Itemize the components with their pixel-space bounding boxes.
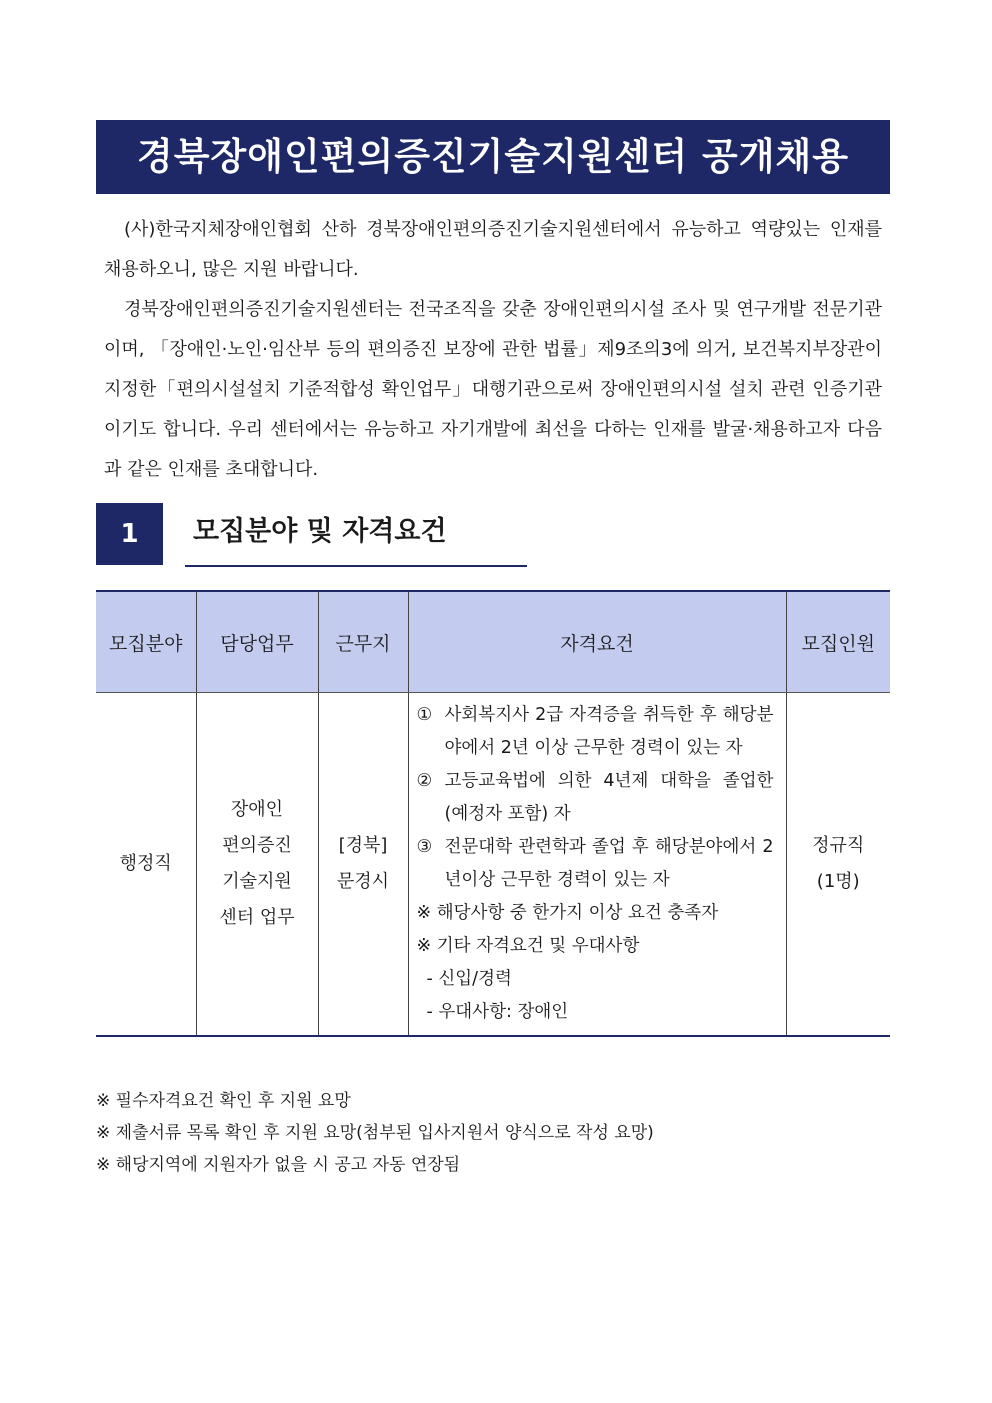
requirement-text: 전문대학 관련학과 졸업 후 해당분야에서 2년이상 근무한 경력이 있는 자 [444,837,774,890]
cell-field: 행정직 [96,693,196,1037]
location-line: [경북] [338,835,388,856]
requirement-marker: ① [416,705,433,725]
requirement-marker: ② [416,771,433,791]
table-header-row [96,591,890,693]
cell-duty [196,693,318,1037]
intro-text [104,210,882,490]
requirement-item [417,765,774,831]
page-title: 경북장애인편의증진기술지원센터 공개채용 [96,120,890,194]
requirement-note: ※ 해당사항 중 한가지 이상 요건 충족자 [416,903,719,923]
requirement-marker: ③ [416,837,433,857]
footnote-item: ※ 필수자격요건 확인 후 지원 요망 [96,1091,351,1111]
requirement-note: ※ 기타 자격요건 및 우대사항 [416,936,640,956]
recruitment-table [96,590,890,1037]
requirement-sub-note: - 우대사항: 장애인 [426,1002,569,1022]
header-field: 모집분야 [96,591,196,693]
duty-line: 센터 업무 [219,907,295,928]
cell-headcount [786,693,890,1037]
section-number: 1 [96,503,163,565]
cell-location [318,693,408,1037]
location-line: 문경시 [336,871,390,892]
requirement-text: 고등교육법에 의한 4년제 대학을 졸업한 (예정자 포함) 자 [444,771,774,824]
duty-line: 장애인 [230,799,284,820]
requirement-item [417,831,774,897]
headcount-line: (1명) [816,871,860,892]
header-requirements: 자격요건 [408,591,786,693]
footnote-item: ※ 해당지역에 지원자가 없을 시 공고 자동 연장됨 [96,1155,461,1175]
header-duty: 담당업무 [196,591,318,693]
duty-line: 기술지원 [222,871,292,892]
requirement-sub-note: - 신입/경력 [426,969,512,989]
cell-requirements [408,693,786,1037]
requirement-text: 사회복지사 2급 자격증을 취득한 후 해당분야에서 2년 이상 근무한 경력이 있는 자 [444,705,774,758]
headcount-line: 정규직 [812,835,865,856]
duty-line: 편의증진 [222,835,292,856]
header-headcount: 모집인원 [786,591,890,693]
header-location: 근무지 [318,591,408,693]
intro-paragraph-1: (사)한국지체장애인협회 산하 경북장애인편의증진기술지원센터에서 유능하고 역량있는 인재를 채용하오니, 많은 지원 바랍니다. [104,219,882,280]
footnote-item: ※ 제출서류 목록 확인 후 지원 요망(첨부된 입사지원서 양식으로 작성 요망) [96,1123,654,1143]
section-title: 모집분야 및 자격요건 [193,516,447,547]
intro-paragraph-2: 경북장애인편의증진기술지원센터는 전국조직을 갖춘 장애인편의시설 조사 및 연구개발 전문기관이며, 「장애인·노인·임산부 등의 편의증진 보장에 관한 법률」제9조의3에 의거, 보건복지부장관이 지정한「편의시설설치 기준적합성 확인업무」대행기관으로써 장애인편의시설 설치 관련 인증기관이기도 합니다. 우리 센터에서는 유능하고 자기개발에 최선을 다하는 인재를 발굴·채용하고자 다음과 같은 인재를 초대합니다. [104,299,882,480]
section-underline [185,565,527,567]
footnote-list [96,1085,654,1181]
requirement-item [417,699,774,765]
table-row [96,693,890,1037]
